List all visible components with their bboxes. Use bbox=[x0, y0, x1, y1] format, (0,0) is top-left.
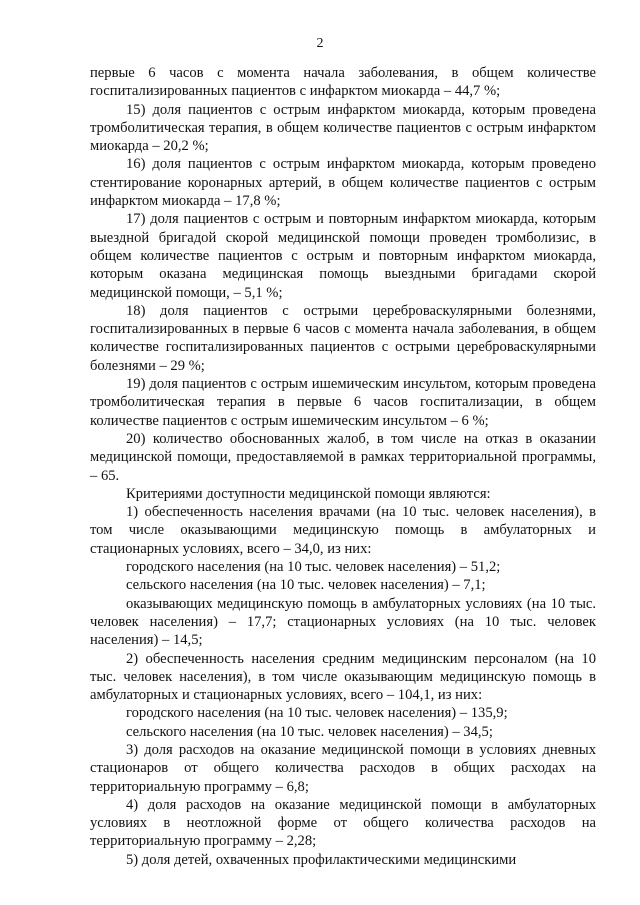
sub-item: городского населения (на 10 тыс. человек населения) – 51,2; bbox=[126, 559, 501, 576]
sub-item: сельского населения (на 10 тыс. человек населения) – 7,1; bbox=[126, 577, 486, 594]
paragraph: 2) обеспеченность населения средним медицинским персоналом (на 10 тыс. человек населения), в том числе оказывающим медицинскую помощь в амбулаторных и стационарных условиях, всего – 104,1, из них: bbox=[90, 650, 596, 704]
paragraph: 18) доля пациентов с острыми цереброваскулярными болезнями, госпитализированных в первые 6 часов с момента начала заболевания, в общем количестве госпитализированных пациентов с острыми цереброваскулярными болезнями – 29 %; bbox=[90, 302, 596, 374]
sub-item: сельского населения (на 10 тыс. человек населения) – 34,5; bbox=[126, 723, 493, 740]
paragraph: оказывающих медицинскую помощь в амбулаторных условиях (на 10 тыс. человек населения) – 17,7; стационарных условиях (на 10 тыс. человек населения) – 14,5; bbox=[90, 595, 596, 649]
document-body bbox=[90, 64, 596, 869]
paragraph: 17) доля пациентов с острым и повторным инфарктом миокарда, которым выездной бригадой скорой медицинской помощи проведен тромболизис, в общем количестве пациентов с острым и повторным инфарктом миокарда, которым оказана медицинская помощь выездными бригадами скорой медицинской помощи, – 5,1 %; bbox=[90, 211, 596, 301]
paragraph: 16) доля пациентов с острым инфарктом миокарда, которым проведено стентирование коронарных артерий, в общем количестве пациентов с острым инфарктом миокарда – 17,8 %; bbox=[90, 156, 596, 210]
paragraph: 19) доля пациентов с острым ишемическим инсультом, которым проведена тромболитическая терапия в первые 6 часов госпитализации, в общем количестве пациентов с острым ишемическим инсультом – 6 %; bbox=[90, 376, 596, 429]
sub-item: городского населения (на 10 тыс. человек населения) – 135,9; bbox=[126, 705, 508, 722]
paragraph: 20) количество обоснованных жалоб, в том числе на отказ в оказании медицинской помощи, предоставляемой в рамках территориальной программы, – 65. bbox=[90, 430, 596, 484]
paragraph: 3) доля расходов на оказание медицинской помощи в условиях дневных стационаров от общего количества расходов в общих расходах на территориальную программу – 6,8; bbox=[90, 741, 596, 795]
paragraph: Критериями доступности медицинской помощи являются: bbox=[126, 485, 491, 502]
paragraph: 1) обеспеченность населения врачами (на 10 тыс. человек населения), в том числе оказывающими медицинскую помощь в амбулаторных и стационарных условиях, всего – 34,0, из них: bbox=[90, 504, 596, 557]
paragraph: 15) доля пациентов с острым инфарктом миокарда, которым проведена тромболитическая терапия, в общем количестве пациентов с острым инфарктом миокарда – 20,2 %; bbox=[90, 101, 596, 155]
paragraph: 5) доля детей, охваченных профилактическими медицинскими bbox=[126, 851, 517, 868]
paragraph: первые 6 часов с момента начала заболевания, в общем количестве госпитализированных пациентов с инфарктом миокарда – 44,7 %; bbox=[90, 65, 596, 100]
page-number: 2 bbox=[316, 36, 324, 51]
paragraph: 4) доля расходов на оказание медицинской помощи в амбулаторных условиях в неотложной форме от общего количества расходов на территориальную программу – 2,28; bbox=[90, 796, 596, 850]
